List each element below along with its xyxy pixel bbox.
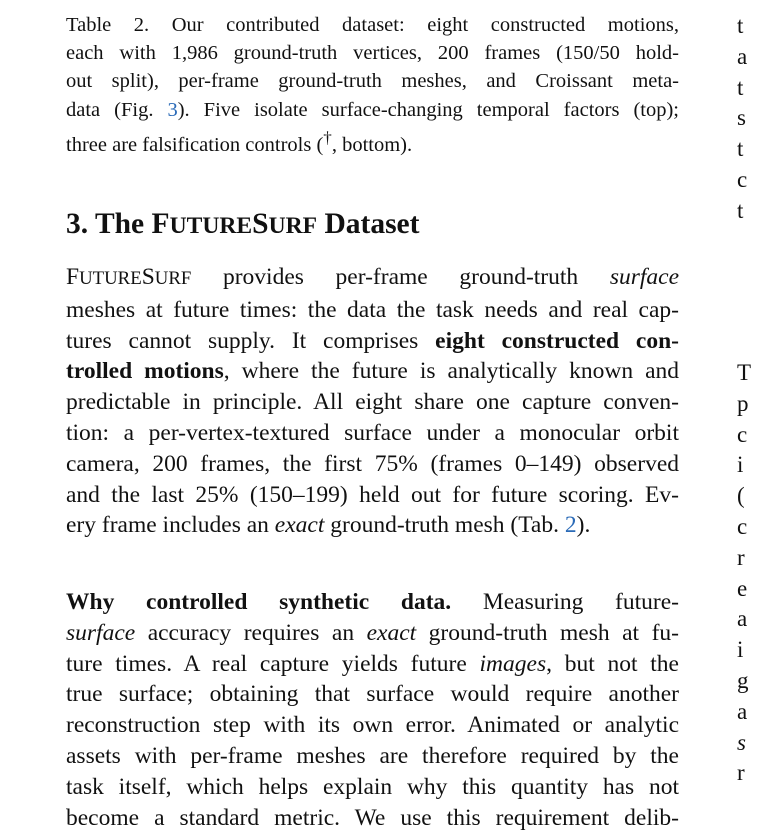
section-heading	[66, 206, 419, 244]
clipped-char: i	[737, 637, 744, 663]
body-line: become a standard metric. We use this requirement delib-	[66, 804, 679, 831]
clipped-char: a	[737, 606, 748, 632]
table-reference-link[interactable]: 2	[564, 512, 577, 539]
caption-line	[66, 96, 679, 124]
caption-line: Table 2. Our contributed dataset: eight constructed motions,	[66, 14, 679, 36]
smallcaps-rest: URF	[268, 213, 318, 239]
table-caption	[66, 11, 679, 159]
emphasis-text: surface	[66, 619, 136, 646]
section-title-text: The	[94, 208, 152, 240]
clipped-char: t	[737, 74, 744, 100]
paragraph-heading: Why controlled synthetic data.	[66, 589, 452, 615]
body-line: camera, 200 frames, the first 75% (frames 0–149) observed	[66, 450, 679, 477]
smallcaps-initial: F	[151, 208, 170, 240]
section-title-text: Dataset	[317, 208, 420, 240]
body-line: tion: a per-vertex-textured surface under a monocular orbit	[66, 419, 679, 446]
caption-text: ). Five isolate surface-changing temporal factors (top);	[177, 98, 679, 121]
caption-text: , bottom).	[331, 133, 413, 156]
clipped-char: p	[737, 390, 749, 416]
clipped-char: g	[737, 667, 749, 693]
emphasis-text: images	[479, 650, 547, 677]
right-column-fragment	[737, 358, 777, 789]
body-line: predictable in principle. All eight share one capture conven-	[66, 389, 679, 416]
clipped-char: T	[737, 360, 752, 385]
clipped-char: r	[737, 544, 745, 570]
body-line	[66, 587, 679, 618]
dataset-name-initial: S	[141, 264, 155, 290]
clipped-char: e	[737, 575, 748, 601]
body-text: , where the future is analytically known and	[223, 358, 679, 385]
bold-text: trolled motions	[66, 358, 224, 385]
body-text: tures cannot supply. It comprises	[66, 327, 436, 354]
clipped-char: s	[737, 729, 746, 755]
right-column-fragment	[737, 11, 777, 227]
body-line: true surface; obtaining that surface would require another	[66, 681, 679, 708]
body-text: ground-truth mesh (Tab.	[324, 512, 565, 539]
dataset-paragraph	[66, 262, 679, 541]
motivation-paragraph	[66, 587, 679, 833]
caption-text: data (Fig.	[66, 98, 168, 121]
figure-reference-link[interactable]: 3	[167, 98, 178, 121]
body-text: ).	[576, 512, 591, 539]
clipped-char: i	[737, 452, 744, 478]
body-line	[66, 510, 679, 541]
clipped-char: c	[737, 166, 748, 192]
body-text: accuracy requires an	[135, 619, 367, 646]
body-line: meshes at future times: the data the task needs and real cap-	[66, 296, 679, 323]
body-text: ture times. A real capture yields future	[66, 650, 480, 677]
smallcaps-rest: UTURE	[169, 213, 253, 239]
body-line: assets with per-frame meshes are therefore required by the	[66, 742, 679, 769]
body-line	[66, 649, 679, 680]
caption-line: out split), per-frame ground-truth meshes, and Croissant meta-	[66, 70, 679, 93]
dagger-mark: †	[323, 127, 332, 147]
caption-line: each with 1,986 ground-truth vertices, 200 frames (150/50 hold-	[66, 42, 679, 65]
emphasis-text: exact	[366, 619, 417, 646]
emphasis-text: exact	[274, 512, 325, 539]
body-line	[66, 618, 679, 649]
clipped-char: t	[737, 136, 744, 162]
body-text: , but not the	[546, 650, 679, 677]
body-line	[66, 326, 679, 357]
caption-line	[66, 124, 679, 159]
clipped-char: c	[737, 421, 748, 447]
body-text: ground-truth mesh at fu-	[416, 619, 679, 646]
clipped-char: t	[737, 197, 744, 223]
body-line	[66, 262, 679, 295]
body-text: provides per-frame ground-truth	[191, 264, 610, 290]
clipped-char: s	[737, 105, 746, 131]
clipped-char: c	[737, 513, 748, 539]
dataset-name-initial: F	[66, 264, 80, 290]
body-line: task itself, which helps explain why this quantity has not	[66, 773, 679, 800]
body-line	[66, 356, 679, 387]
body-line: reconstruction step with its own error. Animated or analytic	[66, 712, 679, 739]
smallcaps-initial: S	[252, 208, 269, 240]
clipped-char: (	[737, 483, 745, 509]
body-text: Measuring future-	[451, 589, 679, 615]
dataset-name-rest: URF	[154, 268, 192, 289]
dataset-name-rest: UTURE	[79, 268, 142, 289]
clipped-char: r	[737, 760, 745, 786]
caption-text: three are falsification controls (	[66, 133, 324, 156]
body-text: ery frame includes an	[66, 512, 275, 539]
section-number: 3.	[66, 208, 89, 240]
clipped-char: a	[737, 698, 748, 724]
emphasis-text: surface	[609, 264, 679, 290]
clipped-char: t	[737, 13, 744, 38]
body-line: and the last 25% (150–199) held out for future scoring. Ev-	[66, 481, 679, 508]
clipped-char: a	[737, 43, 748, 69]
bold-text: eight constructed con-	[435, 327, 679, 354]
